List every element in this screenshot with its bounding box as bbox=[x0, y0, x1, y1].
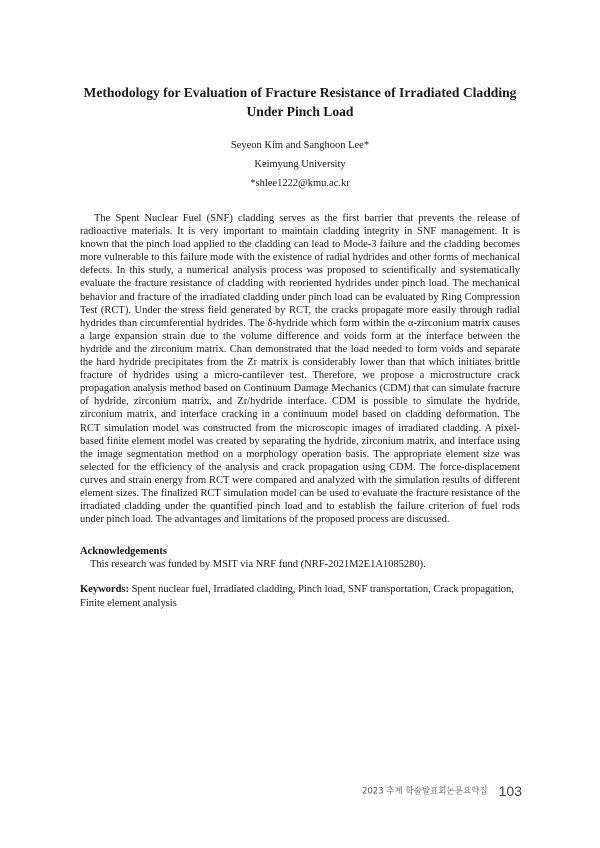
title-line-1: Methodology for Evaluation of Fracture Resistance of Irradiated Cladding bbox=[83, 85, 517, 100]
abstract-body: The Spent Nuclear Fuel (SNF) cladding serves as the first barrier that prevents the release of radioactive materials. It is very important to maintain cladding integrity in SNF management. It is known that the pinch load applied to the cladding can lead to Mode-3 failure and the cladding becomes more vulnerable to this failure mode with the existence of radial hydrides and other forms of mechanical defects. In this study, a numerical analysis process was proposed to scientifically and systematically evaluate the fracture resistance of cladding with reoriented hydrides under pinch load. The mechanical behavior and fracture of the irradiated cladding under pinch load can be evaluated by Ring Compression Test (RCT). Under the stress field generated by RCT, the cracks propagate more easily through radial hydrides than circumferential hydrides. The δ-hydride which form within the α-zirconium matrix causes a large expansion strain due to the volume difference and voids form at the interface between the hydride and the zirconium matrix. Chan demonstrated that the load needed to form voids and separate the hard hydride precipitates from the Zr matrix is considerably lower than that which initiates brittle fracture of hydrides using a micro-cantilever test. Therefore, we propose a microstructure crack propagation analysis method based on Continuum Damage Mechanics (CDM) that can simulate fracture of hydride, zirconium matrix, and Zr/hydride interface. CDM is possible to simulate the hydride, zirconium matrix, and interface cracking in a continuum model based on cladding deformation. The RCT simulation model was constructed from the microscopic images of irradiated cladding. A pixel-based finite element model was created by separating the hydride, zirconium matrix, and interface using the image segmentation method on a morphology operation basis. The appropriate element size was selected for the efficiency of the analysis and crack propagation using CDM. The force-displacement curves and strain energy from RCT were compared and analyzed with the simulation results of different element sizes. The finalized RCT simulation model can be used to evaluate the fracture resistance of the irradiated cladding under the quantified pinch load and to establish the failure criterion of fuel rods under pinch load. The advantages and limitations of the proposed process are discussed. bbox=[80, 213, 520, 526]
acknowledgements-heading: Acknowledgements bbox=[80, 546, 167, 557]
page-number: 103 bbox=[498, 782, 522, 799]
authors: Seyeon Kim and Sanghoon Lee* bbox=[230, 140, 370, 151]
affiliation: Keimyung University bbox=[254, 159, 346, 170]
keywords bbox=[80, 583, 520, 610]
title-line-2: Under Pinch Load bbox=[246, 104, 354, 119]
paper-title bbox=[80, 83, 520, 121]
keywords-text: Spent nuclear fuel, Irradiated cladding, Pinch load, SNF transportation, Crack propagation, Finite element analysis bbox=[80, 584, 514, 609]
corresponding-email: *shlee1222@kmu.ac.kr bbox=[250, 178, 350, 189]
page-footer bbox=[362, 780, 522, 799]
proceedings-title: 2023 추계 학술발표회논문요약집 bbox=[361, 786, 488, 797]
acknowledgements-text: This research was funded by MSIT via NRF fund (NRF-2021M2E1A1085280). bbox=[90, 559, 426, 570]
keywords-label: Keywords: bbox=[80, 584, 129, 595]
